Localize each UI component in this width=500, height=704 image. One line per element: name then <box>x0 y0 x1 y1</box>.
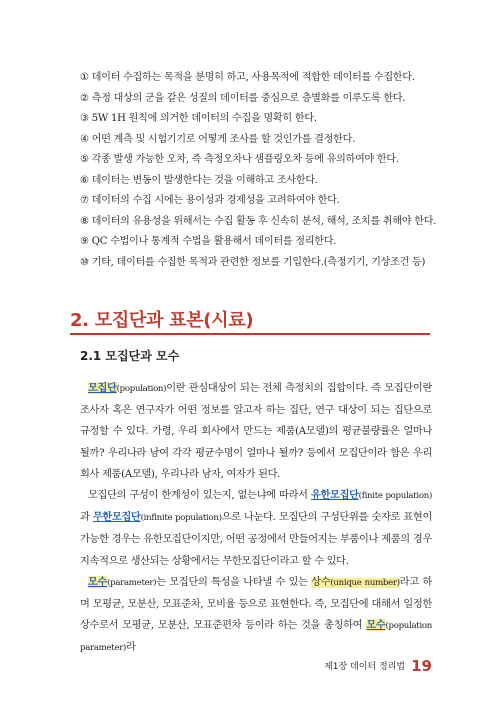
checklist <box>80 68 440 273</box>
term-infinite-population: 무한모집단 <box>92 511 141 524</box>
list-item <box>80 150 440 171</box>
term-population: 모집단 <box>88 382 117 394</box>
list-item <box>80 68 440 89</box>
paragraph-text: 이란 관심대상이 되는 전체 측정치의 집합이다. 즉 모집단이란 조사자 혹은 연구자가 어떤 정보를 알고자 하는 집단, 연구 대상이 되는 집단으로 규정할 수 있다. 가령, 우리 회사에서 만드는 제품(A모델)의 평균불량률은 얼마나 될까? 우리나라 남여 각각 평균수명이 얼마나 될까? 등에서 모집단이라 함은 우리회사 제품(A모델), 우리나라 남자, 여자가 된다. <box>80 383 432 480</box>
highlight-constant: 상수 <box>311 576 331 588</box>
term-english: (finite population) <box>358 491 432 502</box>
list-text: 데이터는 변동이 발생한다는 것을 이해하고 조사한다. <box>91 174 318 186</box>
body-text <box>80 378 432 660</box>
list-text: 데이터의 수집 시에는 용이성과 경제성을 고려하여야 한다. <box>91 195 340 206</box>
paragraph-parameter <box>80 572 432 660</box>
list-number: ④ <box>80 133 89 145</box>
list-item <box>80 232 440 253</box>
term-english: (infinite population) <box>140 513 222 524</box>
list-number: ⑦ <box>80 195 89 206</box>
list-text: 기타, 데이터를 수집한 목적과 관련한 정보를 기입한다.(측정기기, 기상조건 등) <box>91 256 426 268</box>
paragraph-finite-infinite <box>80 485 432 572</box>
list-text: QC 수법이나 통계적 수법을 활용해서 데이터를 정리한다. <box>91 236 337 247</box>
list-number: ⑧ <box>80 215 89 227</box>
list-item <box>80 171 440 192</box>
list-number: ⑥ <box>80 174 89 186</box>
list-item <box>80 191 440 212</box>
list-text: 어떤 계측 및 시험기기로 어떻게 조사를 할 것인가를 결정한다. <box>91 133 356 145</box>
chapter-title: 제1장 데이터 정리법 <box>324 662 406 672</box>
list-item <box>80 109 440 130</box>
page-number: 19 <box>411 656 432 675</box>
subsection-title: 2.1 모집단과 모수 <box>80 349 180 363</box>
term-english: (unique number) <box>330 577 400 588</box>
term-english: (population parameter) <box>80 621 432 654</box>
list-text: 데이터의 유용성을 위해서는 수집 활동 후 신속히 분석, 해석, 조치를 취해야 한다. <box>91 215 437 227</box>
term-parameter: 모수 <box>88 575 108 588</box>
term-english: (parameter) <box>107 577 157 588</box>
list-item <box>80 89 440 110</box>
section-title: 2. 모집단과 표본(시료) <box>70 310 254 331</box>
list-text: 데이터 수집하는 목적을 분명히 하고, 사용목적에 적합한 데이터를 수집한다. <box>91 72 415 83</box>
paragraph-text: 라고 하며 모평균, 모분산, 모표준차, 모비율 등으로 표현한다. 즉, 모집단에 대해서 일정한 상수로서 모평균, 모분산, 모표준편차 등이라 하는 것을 총칭하여 <box>80 576 432 632</box>
paragraph-text: 는 모집단의 특성을 나타낼 수 있는 <box>156 576 312 588</box>
page-footer <box>324 655 432 675</box>
paragraph-text: 라 <box>126 642 136 654</box>
list-number: ③ <box>80 113 89 124</box>
term-english: (population) <box>116 384 167 394</box>
term-finite-population: 유한모집단 <box>310 489 359 502</box>
paragraph-population <box>80 378 432 485</box>
section-divider <box>70 333 430 335</box>
list-number: ② <box>80 92 89 104</box>
list-number: ⑤ <box>80 154 89 165</box>
paragraph-text: 모집단의 구성이 한계성이 있는지, 없는냐에 따라서 <box>88 490 311 502</box>
list-number: ⑨ <box>80 236 89 247</box>
paragraph-text: 과 <box>80 512 93 524</box>
list-text: 5W 1H 원칙에 의거한 데이터의 수집을 명확히 한다. <box>91 113 317 124</box>
list-number: ⑩ <box>80 256 89 268</box>
list-text: 측정 대상의 군을 같은 성질의 데이터를 중심으로 층별화를 이루도록 한다. <box>91 92 406 104</box>
list-number: ① <box>80 72 89 83</box>
list-item <box>80 212 440 233</box>
paragraph-text: 으로 나눈다. 모집단의 구성단위를 숫자로 표현이 가능한 경우는 유한모집단이지만, 어떤 공정에서 만들어지는 부품이나 제품의 경우 지속적으로 생산되는 상황에서는 무한모집단이라고 할 수 있다. <box>80 512 433 567</box>
list-text: 각종 발생 가능한 오차, 즉 측정오차나 샘플링오차 등에 유의하여야 한다. <box>91 154 399 165</box>
list-item <box>80 130 440 151</box>
term-population-parameter: 모수 <box>366 619 386 632</box>
list-item <box>80 253 440 274</box>
